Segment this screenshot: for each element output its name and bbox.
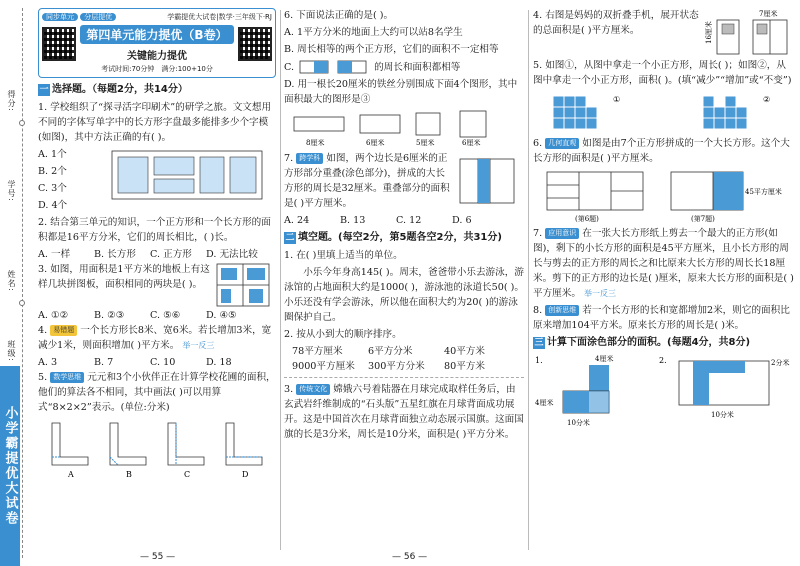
qr-code-icon xyxy=(238,27,272,61)
exam-title: 第四单元能力提优（B卷） xyxy=(80,25,233,44)
figure-label: A xyxy=(68,470,74,479)
grid-square xyxy=(564,118,575,129)
dimension-label: 10分米 xyxy=(567,419,590,427)
figure-label: B xyxy=(126,470,132,479)
question-tag: 跨学科 xyxy=(296,153,323,164)
name-field-label: 姓名: xyxy=(7,270,16,292)
grid-square xyxy=(725,107,736,118)
grid-square xyxy=(703,107,714,118)
column-divider xyxy=(280,10,281,550)
question-tag: 应用意识 xyxy=(545,228,579,239)
grid-square xyxy=(575,107,586,118)
column-right xyxy=(533,8,795,431)
grid-square xyxy=(736,107,747,118)
overlap-squares-figure xyxy=(454,151,520,211)
option: B. 周长相等的两个正方形，它们的面积不一定相等 xyxy=(284,44,499,55)
option: A. 1个 xyxy=(38,149,67,160)
question-tag: 易错题 xyxy=(50,325,77,336)
square-grid-figures xyxy=(533,90,795,134)
question-tag: 传统文化 xyxy=(296,384,330,395)
qr-code-icon xyxy=(42,27,76,61)
question-fill-7: 7. 应用意识 在一张大长方形纸上剪去一个最大的正方形(如图)，剩下的小长方形的面积是45平方厘米，且小长方形的周长与剪去的正方形的周长之和比原来大长方形的周长长18厘米。剪下的正方形的边长是( )厘米，原来大长方形的面积是( )平方厘米。 举一反三 xyxy=(533,228,794,299)
question-fill-1: 1. 在( )里填上适当的单位。 xyxy=(284,250,403,261)
cut-line xyxy=(22,8,23,558)
question-5: 5. 数学思维 元元和3个小伙伴正在计算学校花圃的面积，他们的算法各不相同，其中画法( )可以用算式“8×2×2”表示。(单位:分米) xyxy=(38,372,276,413)
dimension-label: 2分米 xyxy=(771,359,790,367)
option: C. 12 xyxy=(396,215,422,226)
brand-bar: 小学霸提优大试卷 xyxy=(0,366,20,566)
dimension-label: 10分米 xyxy=(711,411,734,419)
page-number: — 55 — xyxy=(140,552,176,562)
score-field-label: 得分: xyxy=(7,90,16,112)
shaded-area-figures xyxy=(533,353,795,429)
sort-item: 78平方厘米 xyxy=(292,346,343,357)
grid-square xyxy=(586,107,597,118)
shape-label: 5厘米 xyxy=(416,139,435,147)
example-link: 举一反三 xyxy=(182,341,215,350)
sort-item: 300平方分米 xyxy=(368,361,425,372)
question-fill-8: 8. 创新思维 若一个长方形的长和宽都增加2米，则它的面积比原来增加104平方米。原来长方形的周长是( )米。 xyxy=(533,305,790,331)
option: D. 用一根长20厘米的铁丝分别围成下面4个图形，其中面积最大的图形是③ xyxy=(284,79,518,105)
question-3: 3. 如图，用面积是1平方米的地板上有这样几块拼图板，面积相同的两块是( )。 xyxy=(38,264,210,290)
exam-time: 考试时间:70分钟 xyxy=(101,65,155,73)
shape-label: 6厘米 xyxy=(366,139,385,147)
page-number: — 56 — xyxy=(392,552,428,562)
grid-square xyxy=(725,118,736,129)
binding-hole xyxy=(19,120,25,126)
option: A. 3 xyxy=(38,357,58,368)
figure-caption: (第7题) xyxy=(691,215,715,223)
question-fill-1-text: 小乐今年身高145( )。周末，爸爸带小乐去游泳，游泳馆的占地面积大约是1000( )，游泳池的泳道长50( )。小乐还没有学会游泳，所以他在面积大约为20( )的游泳圈保护自己。 xyxy=(284,267,524,323)
option: C. 10 xyxy=(150,357,176,368)
option: D. 4个 xyxy=(38,200,68,211)
dimension-label: 4厘米 xyxy=(595,355,614,363)
option: C. 正方形 xyxy=(150,249,192,260)
figure-label: C xyxy=(184,470,191,479)
question-number: 1. xyxy=(535,356,543,365)
sort-item: 9000平方厘米 xyxy=(292,361,355,372)
option: D. 无法比较 xyxy=(206,249,258,260)
grid-square xyxy=(564,107,575,118)
grid-square xyxy=(714,118,725,129)
option: B. 13 xyxy=(340,215,366,226)
question-fill-3: 3. 传统文化 嫦娥六号着陆器在月球完成取样任务后，由玄武岩纤维制成的“石头版”五星红旗在月球背面成功展开。这是中国首次在月球背面独立动态展示国旗。这面国旗的长是3分米，周长是10分米，面积是( )平方分米。 xyxy=(284,384,524,440)
question-fill-4: 4. 右图是妈妈的双折叠手机，展开状态的总面积是( )平方厘米。 xyxy=(533,10,699,36)
section-calc: 三 计算下面涂色部分的面积。(每题4分，共8分) xyxy=(534,337,751,348)
grid-square xyxy=(575,118,586,129)
column-divider xyxy=(528,10,529,550)
option: C. ⑤⑥ xyxy=(150,310,181,321)
grid-square xyxy=(703,118,714,129)
figure-label: D xyxy=(242,470,249,479)
unit-tag: 同步单元 xyxy=(42,13,78,21)
sort-item: 40平方米 xyxy=(444,346,485,357)
option: D. ④⑤ xyxy=(206,310,237,321)
question-fill-5: 5. 如图①，从图中拿走一个小正方形，周长( )；如图②，从图中拿走一个小正方形，面积( )。(填“减少”“增加”或“不变”) xyxy=(533,60,792,86)
student-id-field-label: 学号: xyxy=(7,180,16,202)
exam-subtitle: 关键能力提优 xyxy=(127,51,187,62)
grid-square xyxy=(725,96,736,107)
option: D. 6 xyxy=(452,215,472,226)
question-6: 6. 下面说法正确的是( )。 xyxy=(284,10,394,21)
grid-square xyxy=(553,96,564,107)
option: A. 1平方分米的地面上大约可以站8名学生 xyxy=(284,27,463,38)
dimension-label: 7厘米 xyxy=(759,10,778,18)
grid-square xyxy=(553,118,564,129)
question-fill-2: 2. 按从小到大的顺序排序。 xyxy=(284,329,402,340)
level-tag: 分层提优 xyxy=(80,13,116,21)
example-link: 举一反三 xyxy=(584,289,617,298)
option: A. ①② xyxy=(38,310,69,321)
binding-hole xyxy=(19,300,25,306)
class-field-label: 班级: xyxy=(7,340,16,362)
question-number: 2. xyxy=(659,356,667,365)
shape-pair-figure xyxy=(294,59,374,75)
shape-label: 8厘米 xyxy=(306,139,325,147)
binding-strip xyxy=(0,0,34,566)
figure-caption: (第6题) xyxy=(575,215,599,223)
wire-shapes-figure xyxy=(284,109,524,149)
rectangle-figures xyxy=(533,168,795,224)
question-fill-6: 6. 几何直观 如图是由7个正方形拼成的一个大长方形。这个大长方形的面积是( )平方厘米。 xyxy=(533,138,790,164)
section-choice: 一 选择题。（每题2分，共14分） xyxy=(39,84,188,95)
column-middle xyxy=(284,8,524,444)
option: B. ②③ xyxy=(94,310,125,321)
question-tag: 数学思维 xyxy=(50,372,84,383)
sort-item: 6平方分米 xyxy=(368,346,413,357)
section-fill: 二 填空题。(每空2分，第5题各空2分，共31分) xyxy=(285,232,502,243)
grid-square xyxy=(714,107,725,118)
question-tag: 创新思维 xyxy=(545,305,579,316)
option: A. 24 xyxy=(284,215,310,226)
puzzle-board-figure xyxy=(213,262,273,308)
option: C. 3个 xyxy=(38,183,67,194)
grid-square xyxy=(575,96,586,107)
option: A. 一样 xyxy=(38,249,71,260)
grid-square xyxy=(586,118,597,129)
grid-square xyxy=(703,96,714,107)
option: B. 长方形 xyxy=(94,249,136,260)
option: C. 的周长和面积都相等 xyxy=(284,59,524,75)
type-tray-figure xyxy=(108,147,268,203)
series-label: 学霸提优大试卷|数学·三年级下·RJ xyxy=(167,13,272,21)
question-1: 1. 学校组织了“探寻活字印刷术”的研学之旅。文文想用不同的字体写单字中的长方形字盘最多能排多少个字模(如图)，其中方法正确的有( )。 xyxy=(38,102,272,143)
option: B. 2个 xyxy=(38,166,67,177)
question-2: 2. 结合第三单元的知识，一个正方形和一个长方形的面积都是16平方分米，它们的周长相比，( )长。 xyxy=(38,217,271,243)
question-4: 4. 易错题 一个长方形长8米、宽6米。若长增加3米，宽减少1米，则面积增加( )平方米。 举一反三 xyxy=(38,325,272,351)
dimension-label: 4厘米 xyxy=(535,399,554,407)
exam-score: 满分:100+10分 xyxy=(161,65,213,73)
grid-square xyxy=(736,118,747,129)
question-tag: 几何直观 xyxy=(545,138,579,149)
area-label: 45平方厘米 xyxy=(745,188,782,196)
folding-phone-figure xyxy=(703,8,793,58)
sort-item: 80平方米 xyxy=(444,361,485,372)
flowerbed-figures xyxy=(38,417,276,479)
column-left xyxy=(38,8,276,481)
grid-square xyxy=(564,96,575,107)
grid-square xyxy=(553,107,564,118)
shape-label: 6厘米 xyxy=(462,139,481,147)
option: B. 7 xyxy=(94,357,114,368)
dimension-label: 16厘米 xyxy=(705,21,713,44)
option: D. 18 xyxy=(206,357,232,368)
exam-header xyxy=(38,8,276,78)
question-7: 7. 跨学科 如图，两个边长是6厘米的正方形部分重叠(涂色部分)，拼成的大长方形的周长是32厘米。重叠部分的面积是( )平方厘米。 xyxy=(284,153,450,209)
figure-label: ② xyxy=(763,95,771,104)
figure-label: ① xyxy=(613,95,621,104)
